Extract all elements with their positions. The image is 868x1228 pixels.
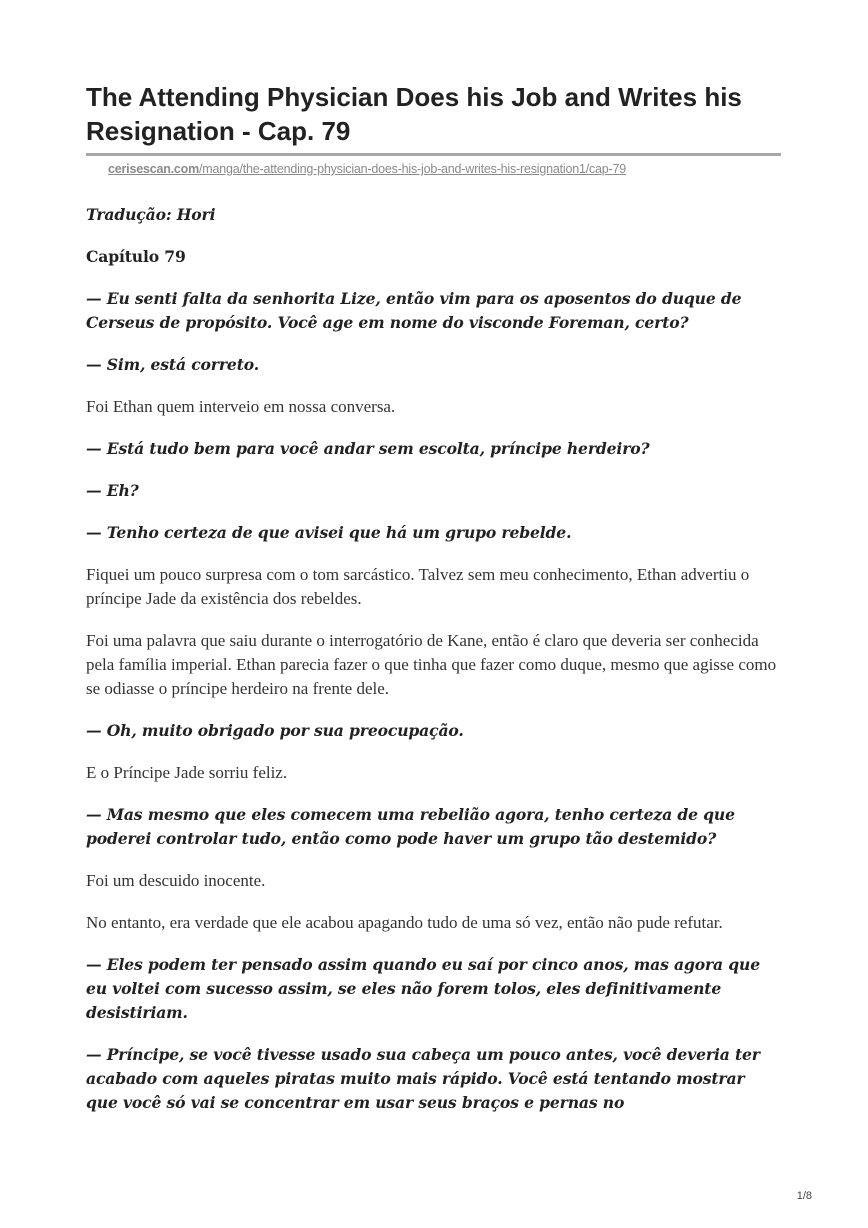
translator-credit: Tradução: Hori [86, 205, 216, 224]
narration-paragraph: Fiquei um pouco surpresa com o tom sarcástico. Talvez sem meu conhecimento, Ethan advertiu o príncipe Jade da existência dos rebeldes. [86, 565, 750, 608]
chapter-heading: Capítulo 79 [86, 247, 186, 266]
narration-paragraph: Foi Ethan quem interveio em nossa conversa. [86, 397, 396, 416]
narration-paragraph: No entanto, era verdade que ele acabou apagando tudo de uma só vez, então não pude refutar. [86, 913, 723, 932]
page-indicator: 1/8 [796, 1190, 812, 1202]
article-title: The Attending Physician Does his Job and Writes his Resignation - Cap. 79 [86, 82, 742, 146]
dialogue-paragraph: — Mas mesmo que eles comecem uma rebelião agora, tenho certeza de que poderei controlar tudo, então como pode haver um grupo tão destemido? [86, 805, 735, 848]
dialogue-paragraph: — Sim, está correto. [86, 355, 260, 374]
title-divider [86, 153, 781, 156]
dialogue-paragraph: — Oh, muito obrigado por sua preocupação. [86, 721, 464, 740]
dialogue-paragraph: — Tenho certeza de que avisei que há um grupo rebelde. [86, 523, 572, 542]
article-body [86, 203, 778, 1115]
dialogue-paragraph: — Eh? [86, 481, 139, 500]
narration-paragraph: E o Príncipe Jade sorriu feliz. [86, 763, 288, 782]
source-path[interactable]: /manga/the-attending-physician-does-his-job-and-writes-his-resignation1/cap-79 [199, 162, 627, 176]
dialogue-paragraph: — Príncipe, se você tivesse usado sua cabeça um pouco antes, você deveria ter acabado com aqueles piratas muito mais rápido. Você está tentando mostrar que você só vai se concentrar em usar seus braços e pernas no [86, 1045, 760, 1112]
dialogue-paragraph: — Eu senti falta da senhorita Lize, então vim para os aposentos do duque de Cerseus de propósito. Você age em nome do visconde Foreman, certo? [86, 289, 742, 332]
source-domain[interactable]: cerisescan.com [108, 162, 200, 176]
narration-paragraph: Foi uma palavra que saiu durante o interrogatório de Kane, então é claro que deveria ser conhecida pela família imperial. Ethan parecia fazer o que tinha que fazer como duque, mesmo que agisse como se odiasse o príncipe herdeiro na frente dele. [86, 631, 777, 698]
narration-paragraph: Foi um descuido inocente. [86, 871, 266, 890]
dialogue-paragraph: — Eles podem ter pensado assim quando eu saí por cinco anos, mas agora que eu voltei com sucesso assim, se eles não forem tolos, eles definitivamente desistiriam. [86, 955, 760, 1022]
source-link[interactable] [108, 160, 626, 178]
dialogue-paragraph: — Está tudo bem para você andar sem escolta, príncipe herdeiro? [86, 439, 650, 458]
